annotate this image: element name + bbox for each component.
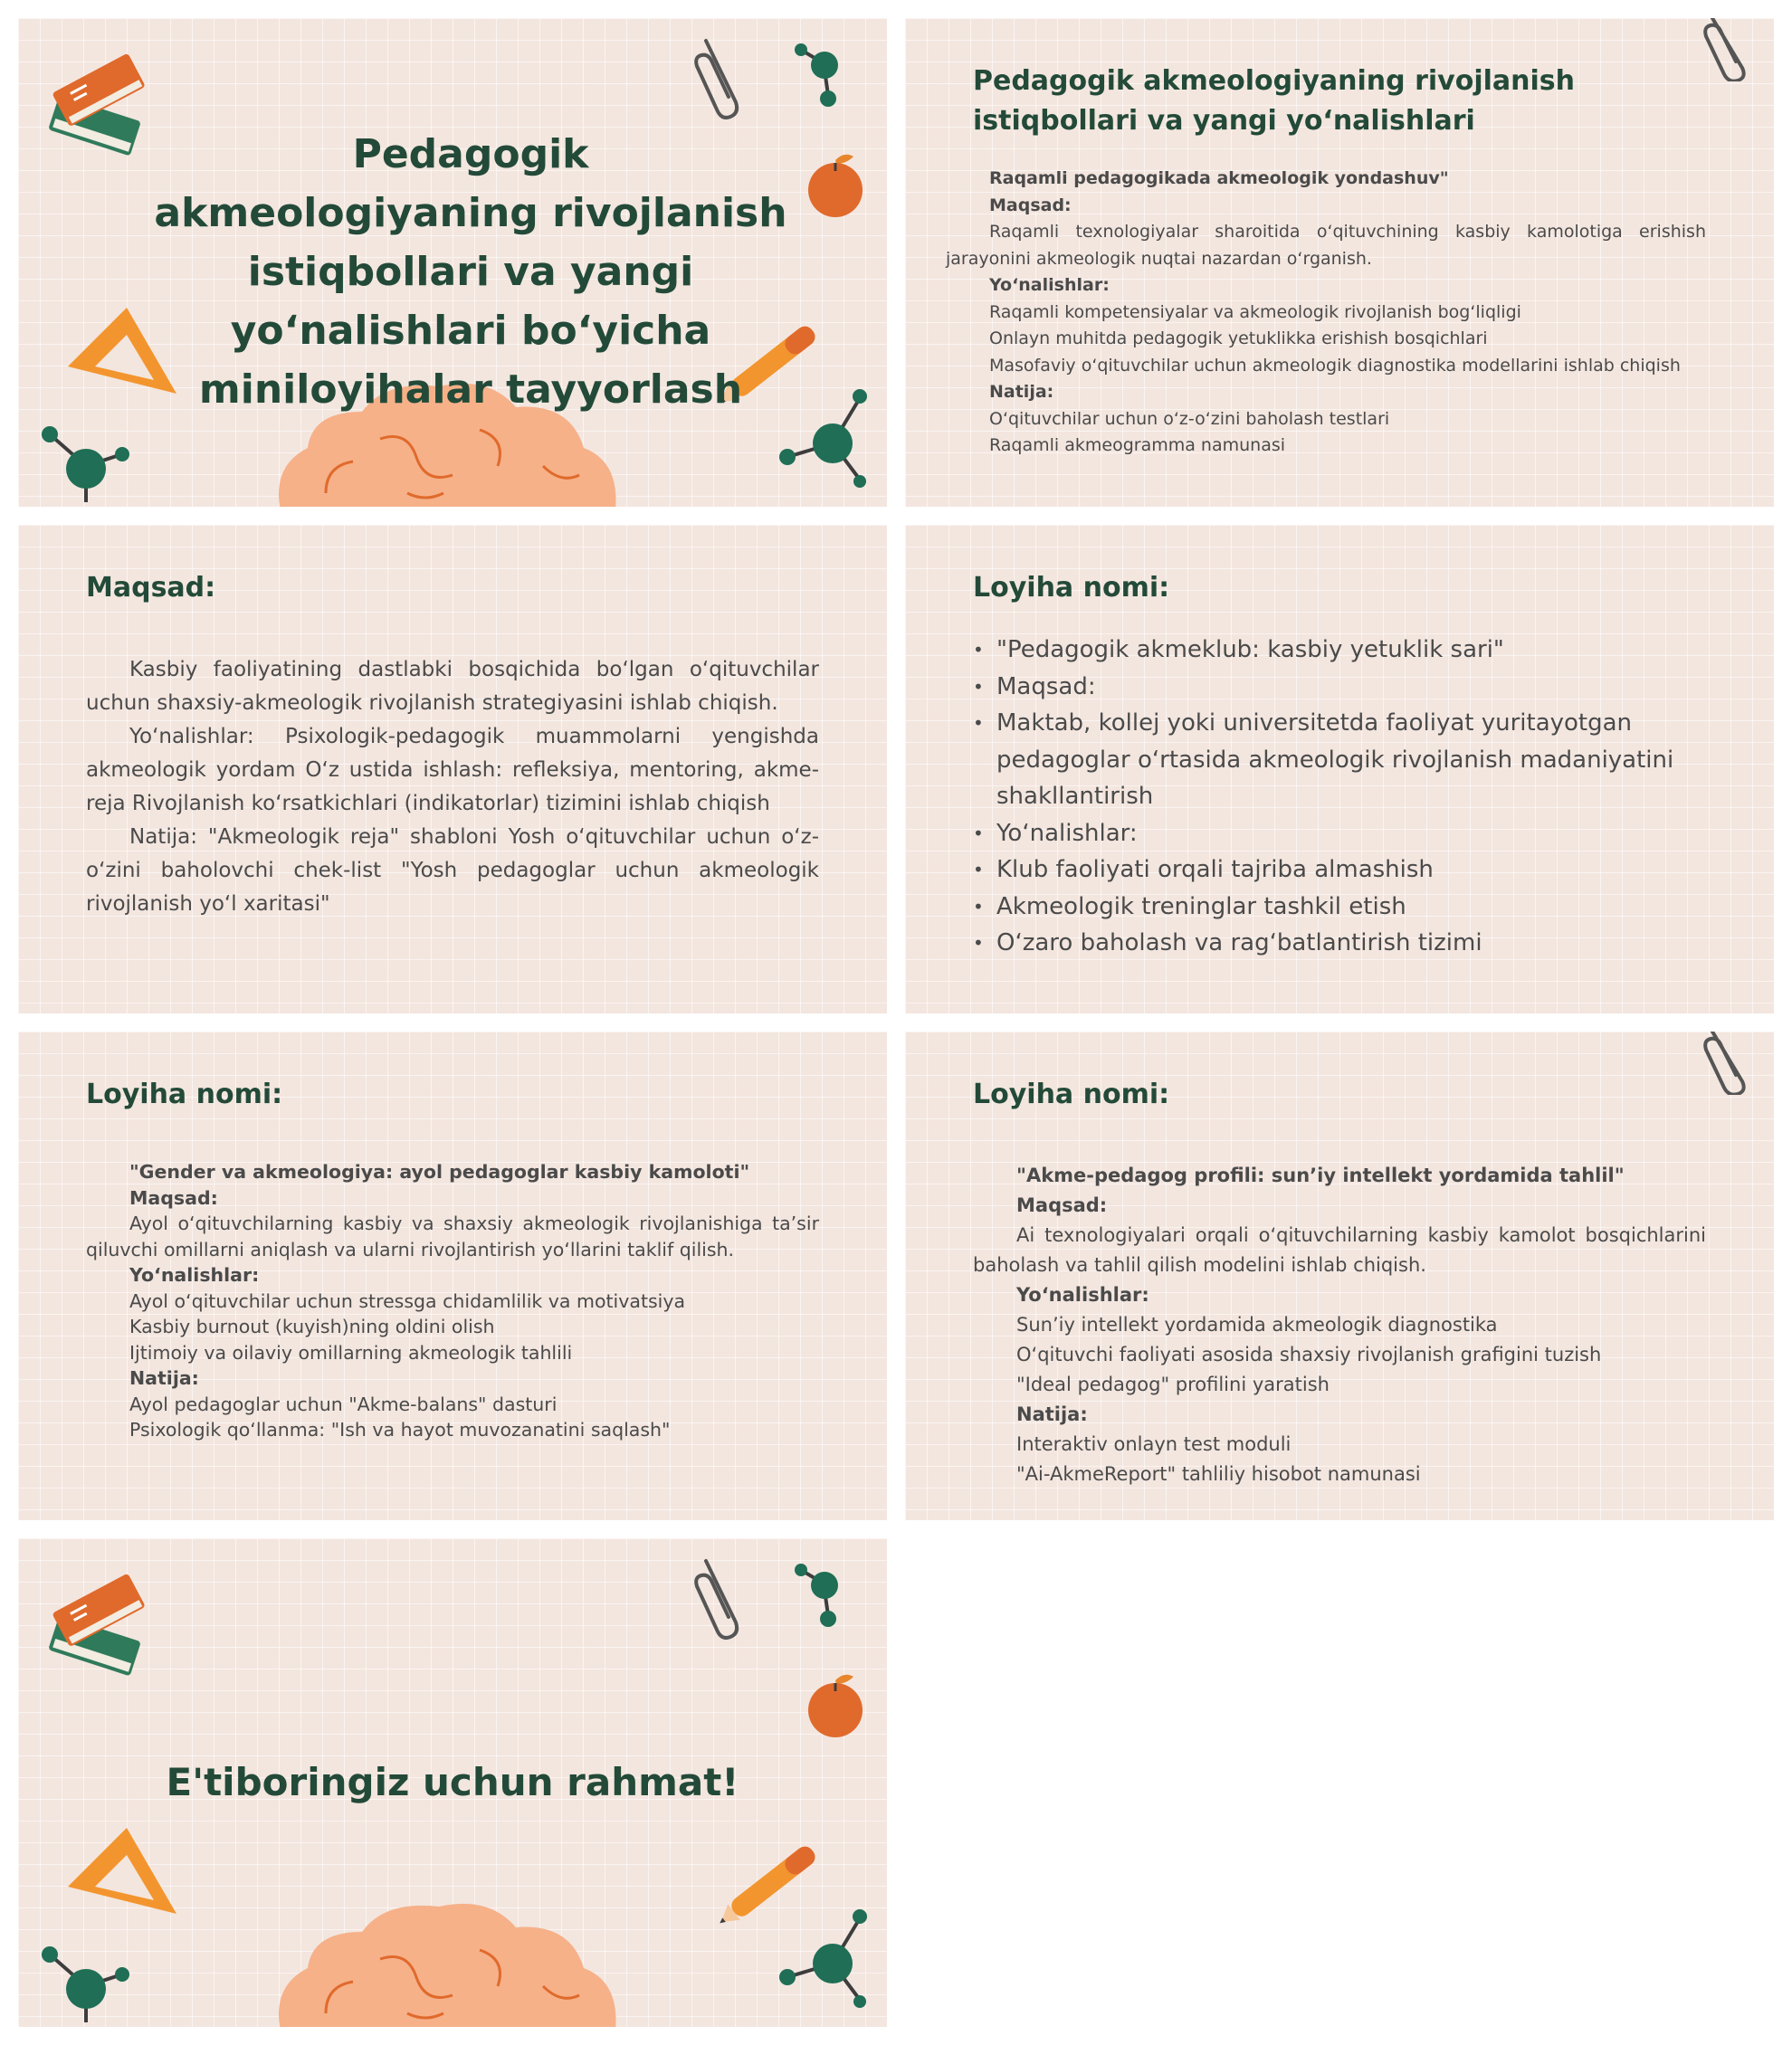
goal-text: Ayol o‘qituvchilarning kasbiy va shaxsiy akmeologik rivojlanishiga ta’sir qiluvchi omillarni aniqlash va ularni rivojlantirish yo‘llarini taklif qilish. <box>86 1213 819 1260</box>
list-item: • Maktab, kollej yoki universitetda faoliyat yuritayotgan pedagoglar o‘rtasida akmeologik rivojlanish madaniyatini shakllantirish <box>973 705 1697 815</box>
list-item: • Akmeologik treninglar tashkil etish <box>973 889 1697 926</box>
slide-heading: Maqsad: <box>86 572 216 604</box>
goal-label: Maqsad: <box>1016 1194 1108 1216</box>
paperclip-icon <box>1701 1032 1756 1095</box>
project-body <box>86 1159 819 1443</box>
molecule-icon <box>36 1936 136 2027</box>
presentation-title: Pedagogik akmeologiyaning rivojlanish istiqbollari va yangi yo‘nalishlari bo‘yicha miniloyihalar tayyorlash <box>154 131 787 413</box>
apple-icon <box>804 149 867 222</box>
direction-item: "Ideal pedagog" profilini yaratish <box>1016 1374 1330 1395</box>
slide-heading: Loyiha nomi: <box>973 572 1170 604</box>
slide-heading: Loyiha nomi: <box>86 1079 283 1110</box>
list-item: • Yo‘nalishlar: <box>973 815 1697 852</box>
slide-title: Pedagogik akmeologiyaning rivojlanish istiqbollari va yangi yo‘nalishlari <box>973 65 1575 137</box>
list-item: • "Pedagogik akmeklub: kasbiy yetuklik sari" <box>973 632 1697 669</box>
slide-akmeklub <box>905 525 1774 1013</box>
apple-icon <box>804 1669 867 1742</box>
list-item: • Klub faoliyati orqali tajriba almashish <box>973 851 1697 889</box>
goal-label: Maqsad: <box>989 195 1072 215</box>
result-label: Natija: <box>989 382 1054 402</box>
direction-item: Ayol o‘qituvchilar uchun stressga chidamlilik va motivatsiya <box>129 1289 686 1312</box>
books-icon <box>45 1565 154 1679</box>
slide-heading: Loyiha nomi: <box>973 1079 1170 1110</box>
paperclip-icon <box>692 1552 747 1642</box>
slide-gender <box>18 1032 887 1520</box>
slide-digital-pedagogy <box>905 18 1774 507</box>
slide-title <box>18 18 887 507</box>
direction-item: Ijtimoiy va oilaviy omillarning akmeologik tahlili <box>129 1341 573 1364</box>
molecule-icon <box>792 1561 855 1633</box>
project-name: Raqamli pedagogikada akmeologik yondashuv" <box>989 168 1449 188</box>
thanks-title: E'tiboringiz uchun rahmat! <box>166 1760 739 1804</box>
project-name: "Gender va akmeologiya: ayol pedagoglar kasbiy kamoloti" <box>129 1161 750 1183</box>
direction-item: Kasbiy burnout (kuyish)ning oldini olish <box>129 1316 495 1337</box>
goal-label: Maqsad: <box>129 1186 218 1209</box>
result-item: O‘qituvchilar uchun o‘z-o‘zini baholash testlari <box>989 408 1390 429</box>
result-label: Natija: <box>1016 1403 1088 1425</box>
molecule-icon <box>36 416 136 507</box>
goal-text: Raqamli texnologiyalar sharoitida o‘qituvchining kasbiy kamolotiga erishish jarayonini akmeologik nuqtai nazardan o‘rganish. <box>946 222 1706 269</box>
directions-label: Yo‘nalishlar: <box>1016 1284 1149 1306</box>
books-icon <box>45 45 154 158</box>
list-item: • Maqsad: <box>973 669 1697 706</box>
set-square-icon <box>63 1823 181 1923</box>
paperclip-icon <box>1701 18 1756 81</box>
directions-label: Yo‘nalishlar: <box>129 1264 260 1286</box>
result-item: "Ai-AkmeReport" tahliliy hisobot namunasi <box>1016 1463 1421 1485</box>
result-paragraph: Natija: "Akmeologik reja" shabloni Yosh o‘qituvchilar uchun o‘z-o‘zini baholovchi chek-list "Yosh pedagoglar uchun akmeologik rivojlanish yo‘l xaritasi" <box>86 825 819 916</box>
direction-item: Masofaviy o‘qituvchilar uchun akmeologik diagnostika modellarini ishlab chiqish <box>989 355 1681 376</box>
brain-icon <box>272 1896 624 2027</box>
result-item: Raqamli akmeogramma namunasi <box>989 435 1286 455</box>
project-body <box>946 166 1706 460</box>
molecule-icon <box>769 1900 887 2027</box>
result-item: Psixologik qo‘llanma: "Ish va hayot muvozanatini saqlash" <box>129 1419 671 1441</box>
direction-item: O‘qituvchi faoliyati asosida shaxsiy rivojlanish grafigini tuzish <box>1016 1344 1602 1365</box>
result-label: Natija: <box>129 1367 199 1389</box>
list-item: • O‘zaro baholash va rag‘batlantirish tizimi <box>973 925 1697 962</box>
direction-item: Onlayn muhitda pedagogik yetuklikka erishish bosqichlari <box>989 328 1488 348</box>
direction-item: Raqamli kompetensiyalar va akmeologik rivojlanish bog‘liqligi <box>989 301 1521 322</box>
paperclip-icon <box>692 32 747 122</box>
direction-item: Sun’iy intellekt yordamida akmeologik diagnostika <box>1016 1314 1498 1336</box>
goal-text: Ai texnologiyalari orqali o‘qituvchilarning kasbiy kamolot bosqichlarini baholash va tahlil qilish modelini ishlab chiqish. <box>973 1224 1706 1276</box>
molecule-icon <box>792 41 855 113</box>
result-item: Ayol pedagoglar uchun "Akme-balans" dasturi <box>129 1393 558 1415</box>
directions-label: Yo‘nalishlar: <box>989 275 1110 295</box>
slide-goal <box>18 525 887 1013</box>
project-name: "Akme-pedagog profili: sun’iy intellekt yordamida tahlil" <box>1016 1165 1625 1186</box>
directions-paragraph: Yo‘nalishlar: Psixologik-pedagogik muammolarni yengishda akmeologik yordam O‘z ustida ishlash: refleksiya, mentoring, akme-reja Rivojlanish ko‘rsatkichlari (indikatorlar) tizimini ishlab chiqish <box>86 725 819 815</box>
result-item: Interaktiv onlayn test moduli <box>1016 1433 1292 1455</box>
goal-body <box>86 653 819 921</box>
slide-ai-profile <box>905 1032 1774 1520</box>
goal-paragraph: Kasbiy faoliyatining dastlabki bosqichida bo‘lgan o‘qituvchilar uchun shaxsiy-akmeologik rivojlanish strategiyasini ishlab chiqish. <box>86 658 819 715</box>
project-body <box>973 1161 1706 1489</box>
slide-thanks <box>18 1538 887 2027</box>
project-list <box>973 632 1697 962</box>
